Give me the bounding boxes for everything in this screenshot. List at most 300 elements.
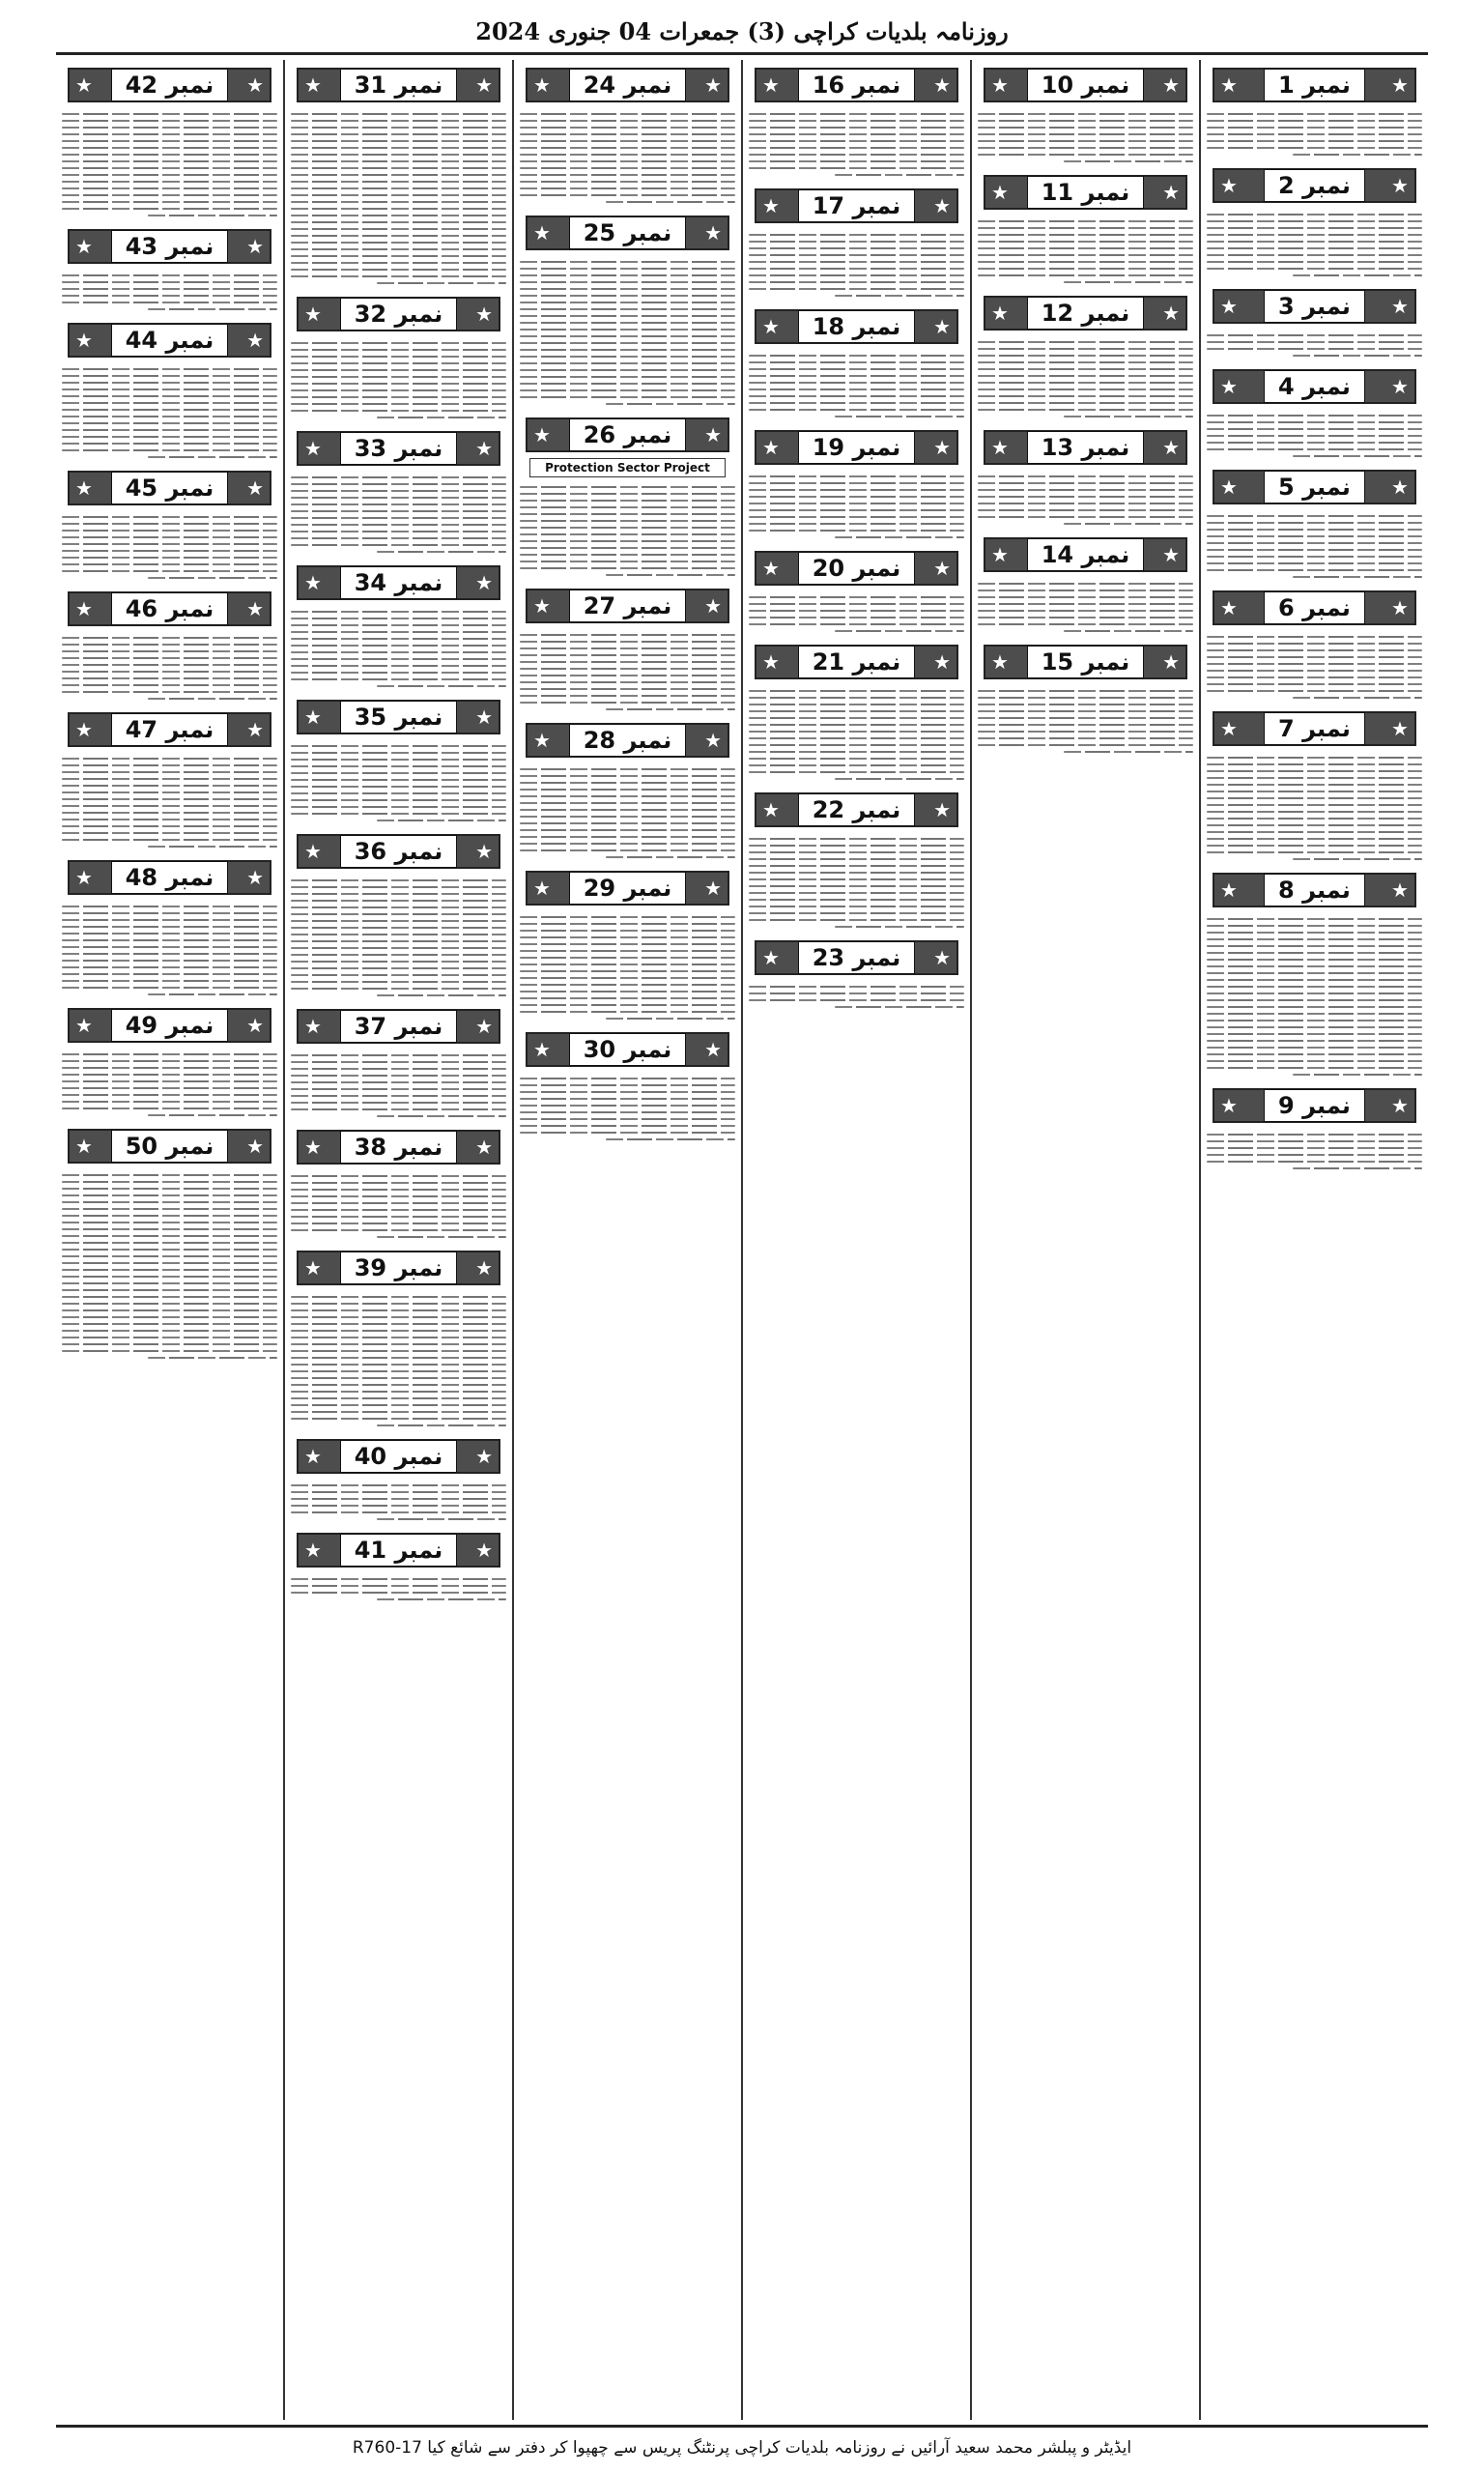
star-icon: ★ [75, 718, 93, 741]
star-icon: ★ [704, 729, 722, 752]
text-line-placeholder [62, 758, 277, 760]
text-line-placeholder [291, 383, 506, 385]
notice-entry [520, 208, 735, 410]
serial-number-label: نمبر 35 [340, 701, 458, 734]
serial-number-box [755, 551, 958, 586]
text-line-placeholder [62, 1094, 277, 1096]
text-line-placeholder [1293, 355, 1422, 357]
serial-number-box [297, 700, 500, 734]
text-line-placeholder [62, 671, 277, 673]
serial-number-box [68, 323, 271, 358]
text-line-placeholder [62, 812, 277, 814]
notice-entry [62, 463, 277, 584]
text-line-placeholder [62, 1282, 277, 1284]
text-line-placeholder [291, 362, 506, 364]
text-line-placeholder [291, 483, 506, 485]
text-line-placeholder [62, 946, 277, 948]
notice-body-text [1207, 209, 1422, 281]
serial-number-box [297, 431, 500, 466]
star-icon: ★ [762, 315, 780, 338]
text-line-placeholder [1207, 1013, 1422, 1015]
star-icon: ★ [933, 73, 951, 97]
text-line-placeholder [291, 940, 506, 942]
star-icon: ★ [1220, 1094, 1238, 1117]
text-line-placeholder [749, 603, 964, 605]
text-line-placeholder [520, 308, 735, 310]
text-line-placeholder [291, 786, 506, 788]
notice-body-text [62, 632, 277, 705]
text-line-placeholder [749, 731, 964, 733]
text-line-placeholder [62, 953, 277, 955]
serial-number-box [297, 1533, 500, 1568]
notice-entry [62, 1000, 277, 1121]
text-line-placeholder [978, 268, 1193, 270]
text-line-placeholder [291, 672, 506, 674]
serial-number-box [526, 871, 729, 906]
text-line-placeholder [62, 832, 277, 834]
text-line-placeholder [520, 147, 735, 149]
text-line-placeholder [1207, 1154, 1422, 1156]
notice-body-text [291, 740, 506, 826]
serial-number-label: نمبر 5 [1264, 471, 1365, 503]
text-line-placeholder [291, 1202, 506, 1204]
text-line-placeholder [62, 960, 277, 962]
text-line-placeholder [749, 771, 964, 773]
text-line-placeholder [1207, 254, 1422, 256]
text-line-placeholder [1293, 1074, 1422, 1076]
text-line-placeholder [1207, 959, 1422, 961]
star-icon: ★ [762, 436, 780, 459]
star-icon: ★ [304, 1445, 322, 1468]
notice-body-text [978, 108, 1193, 167]
serial-number-box [984, 430, 1187, 465]
text-line-placeholder [978, 375, 1193, 377]
column-4 [512, 60, 741, 2420]
text-line-placeholder [749, 596, 964, 598]
text-line-placeholder [749, 892, 964, 894]
star-icon: ★ [1391, 73, 1409, 97]
star-icon: ★ [1220, 717, 1238, 740]
serial-number-label: نمبر 48 [111, 861, 229, 894]
serial-number-label: نمبر 49 [111, 1009, 229, 1042]
text-line-placeholder [62, 798, 277, 800]
star-icon: ★ [475, 840, 493, 863]
text-line-placeholder [978, 409, 1193, 411]
star-icon: ★ [1162, 302, 1180, 325]
text-line-placeholder [749, 751, 964, 753]
star-icon: ★ [304, 73, 322, 97]
text-line-placeholder [978, 623, 1193, 625]
text-line-placeholder [1207, 804, 1422, 806]
serial-number-box [68, 860, 271, 895]
text-line-placeholder [749, 851, 964, 853]
text-line-placeholder [291, 618, 506, 619]
notice-body-text [62, 108, 277, 221]
text-line-placeholder [749, 906, 964, 907]
text-line-placeholder [291, 806, 506, 808]
text-line-placeholder [291, 503, 506, 505]
text-line-placeholder [291, 228, 506, 230]
serial-number-box [68, 68, 271, 102]
text-line-placeholder [1207, 777, 1422, 779]
text-line-placeholder [62, 154, 277, 156]
text-line-placeholder [1207, 220, 1422, 222]
text-line-placeholder [62, 208, 277, 210]
text-line-placeholder [1207, 341, 1422, 343]
serial-number-label: نمبر 26 [569, 418, 687, 451]
text-line-placeholder [291, 920, 506, 922]
text-line-placeholder [749, 127, 964, 129]
serial-number-label: نمبر 3 [1264, 290, 1365, 323]
text-line-placeholder [749, 496, 964, 498]
text-line-placeholder [978, 496, 1193, 498]
serial-number-box [1213, 470, 1416, 504]
text-line-placeholder [1207, 1006, 1422, 1008]
text-line-placeholder [291, 879, 506, 881]
serial-number-label: نمبر 46 [111, 592, 229, 625]
notice-body-text [291, 472, 506, 558]
text-line-placeholder [978, 395, 1193, 397]
column-3 [741, 60, 970, 2420]
serial-number-label: نمبر 9 [1264, 1089, 1365, 1122]
notice-entry [1207, 704, 1422, 865]
text-line-placeholder [291, 376, 506, 378]
text-line-placeholder [291, 1323, 506, 1325]
text-line-placeholder [291, 389, 506, 391]
text-line-placeholder [835, 174, 964, 176]
text-line-placeholder [62, 1080, 277, 1082]
text-line-placeholder [1207, 797, 1422, 799]
star-icon: ★ [1391, 375, 1409, 398]
text-line-placeholder [1293, 697, 1422, 699]
star-icon: ★ [304, 1015, 322, 1038]
text-line-placeholder [62, 1222, 277, 1223]
text-line-placeholder [749, 388, 964, 390]
star-icon: ★ [1391, 174, 1409, 197]
text-line-placeholder [291, 497, 506, 499]
text-line-placeholder [520, 389, 735, 391]
text-line-placeholder [291, 1054, 506, 1056]
star-icon: ★ [762, 557, 780, 580]
text-line-placeholder [1207, 241, 1422, 243]
serial-number-box [68, 1129, 271, 1164]
text-line-placeholder [1207, 556, 1422, 558]
text-line-placeholder [62, 919, 277, 921]
notice-entry [520, 715, 735, 863]
text-line-placeholder [62, 302, 277, 303]
text-line-placeholder [1207, 925, 1422, 927]
text-line-placeholder [291, 1578, 506, 1580]
text-line-placeholder [749, 758, 964, 760]
notice-body-text [1207, 330, 1422, 361]
text-line-placeholder [62, 1343, 277, 1345]
text-line-placeholder [978, 596, 1193, 598]
text-line-placeholder [749, 409, 964, 411]
serial-number-box [297, 1439, 500, 1474]
serial-number-box [68, 591, 271, 626]
text-line-placeholder [749, 154, 964, 156]
text-line-placeholder [1207, 113, 1422, 115]
text-line-placeholder [835, 778, 964, 780]
text-line-placeholder [62, 677, 277, 679]
text-line-placeholder [749, 167, 964, 169]
text-line-placeholder [291, 886, 506, 888]
star-icon: ★ [704, 594, 722, 618]
text-line-placeholder [1293, 154, 1422, 156]
footer-text: ایڈیٹر و پبلشر محمد سعید آرائیں نے روزنامہ بلدیات کراچی پرنٹنگ پریس سے چھپوا کر دفتر سے شائع کیا R760-17 [352, 2437, 1132, 2458]
notice-entry [749, 422, 964, 543]
star-icon: ★ [246, 866, 264, 889]
notice-body-text [749, 833, 964, 933]
notice-body-text [291, 1480, 506, 1525]
notice-entry [1207, 361, 1422, 462]
notice-entry [978, 422, 1193, 530]
star-icon: ★ [475, 571, 493, 594]
text-line-placeholder [62, 1249, 277, 1251]
text-line-placeholder [749, 737, 964, 739]
text-line-placeholder [291, 248, 506, 250]
text-line-placeholder [291, 1391, 506, 1393]
text-line-placeholder [148, 1114, 277, 1116]
text-line-placeholder [291, 1377, 506, 1379]
text-line-placeholder [1207, 992, 1422, 994]
serial-number-label: نمبر 11 [1027, 176, 1145, 209]
serial-number-label: نمبر 15 [1027, 646, 1145, 678]
notice-entry [749, 181, 964, 302]
text-line-placeholder [520, 1004, 735, 1006]
text-line-placeholder [62, 791, 277, 793]
text-line-placeholder [291, 1357, 506, 1359]
serial-number-box [755, 188, 958, 223]
star-icon: ★ [762, 650, 780, 674]
star-icon: ★ [246, 1135, 264, 1158]
text-line-placeholder [291, 1370, 506, 1372]
text-line-placeholder [749, 999, 964, 1001]
text-line-placeholder [62, 1242, 277, 1244]
text-line-placeholder [520, 288, 735, 290]
text-line-placeholder [1207, 656, 1422, 658]
text-line-placeholder [1207, 120, 1422, 122]
text-line-placeholder [749, 375, 964, 377]
text-line-placeholder [520, 977, 735, 979]
star-icon: ★ [1391, 295, 1409, 318]
text-line-placeholder [1064, 416, 1193, 417]
star-icon: ★ [933, 946, 951, 969]
notice-body-text [291, 337, 506, 423]
star-icon: ★ [475, 1445, 493, 1468]
text-line-placeholder [62, 1087, 277, 1089]
text-line-placeholder [291, 779, 506, 781]
text-line-placeholder [62, 825, 277, 827]
text-line-placeholder [1207, 972, 1422, 974]
star-icon: ★ [533, 73, 551, 97]
text-line-placeholder [62, 120, 277, 122]
text-line-placeholder [62, 1337, 277, 1338]
text-line-placeholder [62, 395, 277, 397]
serial-number-box [1213, 590, 1416, 625]
text-line-placeholder [1064, 160, 1193, 162]
text-line-placeholder [520, 561, 735, 562]
text-line-placeholder [1207, 1067, 1422, 1069]
text-line-placeholder [606, 1018, 735, 1020]
text-line-placeholder [291, 1511, 506, 1513]
text-line-placeholder [62, 1235, 277, 1237]
text-line-placeholder [1207, 811, 1422, 813]
text-line-placeholder [520, 268, 735, 270]
notice-body-text [62, 363, 277, 463]
text-line-placeholder [291, 1229, 506, 1231]
text-line-placeholder [377, 1598, 506, 1600]
notice-entry [520, 1024, 735, 1145]
notice-entry [978, 167, 1193, 288]
text-line-placeholder [291, 127, 506, 129]
text-line-placeholder [1207, 851, 1422, 853]
serial-number-label: نمبر 40 [340, 1440, 458, 1473]
text-line-placeholder [291, 1296, 506, 1298]
text-line-placeholder [62, 778, 277, 780]
text-line-placeholder [291, 208, 506, 210]
text-line-placeholder [1207, 435, 1422, 437]
text-line-placeholder [520, 127, 735, 129]
text-line-placeholder [520, 322, 735, 324]
notice-body-text [749, 591, 964, 637]
text-line-placeholder [1207, 938, 1422, 940]
text-line-placeholder [377, 820, 506, 821]
text-line-placeholder [1207, 247, 1422, 249]
text-line-placeholder [291, 349, 506, 351]
notice-entry [62, 852, 277, 1000]
text-line-placeholder [291, 476, 506, 478]
notice-entry [978, 530, 1193, 637]
text-line-placeholder [291, 792, 506, 794]
notice-body-text [749, 471, 964, 543]
text-line-placeholder [62, 912, 277, 914]
text-line-placeholder [978, 509, 1193, 511]
text-line-placeholder [62, 127, 277, 129]
text-line-placeholder [749, 610, 964, 612]
serial-number-box [297, 565, 500, 600]
text-line-placeholder [749, 724, 964, 726]
text-line-placeholder [520, 970, 735, 972]
text-line-placeholder [62, 933, 277, 935]
text-line-placeholder [978, 254, 1193, 256]
text-line-placeholder [835, 630, 964, 632]
text-line-placeholder [520, 261, 735, 263]
text-line-placeholder [62, 147, 277, 149]
text-line-placeholder [291, 194, 506, 196]
text-line-placeholder [520, 849, 735, 851]
text-line-placeholder [291, 1411, 506, 1413]
notice-entry [978, 637, 1193, 758]
star-icon: ★ [991, 543, 1009, 566]
notice-body-text [978, 578, 1193, 637]
text-line-placeholder [978, 341, 1193, 343]
text-line-placeholder [1207, 1161, 1422, 1163]
star-icon: ★ [75, 866, 93, 889]
star-icon: ★ [1391, 475, 1409, 499]
serial-number-label: نمبر 16 [798, 69, 916, 101]
serial-number-box [1213, 711, 1416, 746]
text-line-placeholder [1207, 690, 1422, 692]
text-line-placeholder [1207, 986, 1422, 988]
serial-number-box [526, 1032, 729, 1067]
text-line-placeholder [1207, 979, 1422, 981]
text-line-placeholder [749, 247, 964, 249]
text-line-placeholder [62, 194, 277, 196]
text-line-placeholder [377, 417, 506, 418]
text-line-placeholder [62, 1303, 277, 1305]
serial-number-box [297, 68, 500, 102]
serial-number-label: نمبر 12 [1027, 297, 1145, 330]
text-line-placeholder [62, 1215, 277, 1217]
text-line-placeholder [1207, 214, 1422, 216]
text-line-placeholder [291, 1182, 506, 1184]
text-line-placeholder [377, 1115, 506, 1117]
text-line-placeholder [62, 530, 277, 532]
text-line-placeholder [520, 486, 735, 488]
text-line-placeholder [749, 623, 964, 625]
star-icon: ★ [304, 840, 322, 863]
text-line-placeholder [520, 984, 735, 986]
text-line-placeholder [520, 396, 735, 398]
text-line-placeholder [291, 537, 506, 539]
text-line-placeholder [978, 610, 1193, 612]
serial-number-label: نمبر 7 [1264, 712, 1365, 745]
notice-body-text [291, 1170, 506, 1243]
text-line-placeholder [62, 785, 277, 787]
text-line-placeholder [978, 147, 1193, 149]
text-line-placeholder [62, 1108, 277, 1109]
text-line-placeholder [62, 160, 277, 162]
column-1 [1199, 60, 1428, 2420]
text-line-placeholder [291, 113, 506, 115]
notice-body-text [62, 753, 277, 852]
serial-number-label: نمبر 47 [111, 713, 229, 746]
text-line-placeholder [520, 567, 735, 569]
text-line-placeholder [978, 710, 1193, 712]
text-line-placeholder [62, 1060, 277, 1062]
text-line-placeholder [520, 641, 735, 643]
serial-number-label: نمبر 38 [340, 1131, 458, 1164]
serial-number-label: نمبر 1 [1264, 69, 1365, 101]
text-line-placeholder [1207, 1020, 1422, 1021]
text-line-placeholder [291, 160, 506, 162]
notice-body-text [749, 350, 964, 422]
text-line-placeholder [749, 147, 964, 149]
notice-entry [749, 60, 964, 181]
serial-number-box [755, 940, 958, 975]
header-text: روزنامہ بلدیات کراچی (3) جمعرات 04 جنوری 2024 [475, 16, 1009, 45]
text-line-placeholder [520, 782, 735, 784]
text-line-placeholder [978, 697, 1193, 699]
text-line-placeholder [1207, 770, 1422, 772]
text-line-placeholder [62, 409, 277, 411]
text-line-placeholder [520, 500, 735, 502]
text-line-placeholder [1207, 535, 1422, 537]
text-line-placeholder [749, 140, 964, 142]
text-line-placeholder [978, 154, 1193, 156]
star-icon: ★ [246, 718, 264, 741]
text-line-placeholder [291, 215, 506, 216]
text-line-placeholder [1207, 676, 1422, 678]
text-line-placeholder [291, 934, 506, 935]
text-line-placeholder [291, 954, 506, 956]
text-line-placeholder [835, 926, 964, 928]
text-line-placeholder [62, 764, 277, 766]
text-line-placeholder [520, 923, 735, 925]
text-line-placeholder [62, 1269, 277, 1271]
text-line-placeholder [377, 994, 506, 996]
